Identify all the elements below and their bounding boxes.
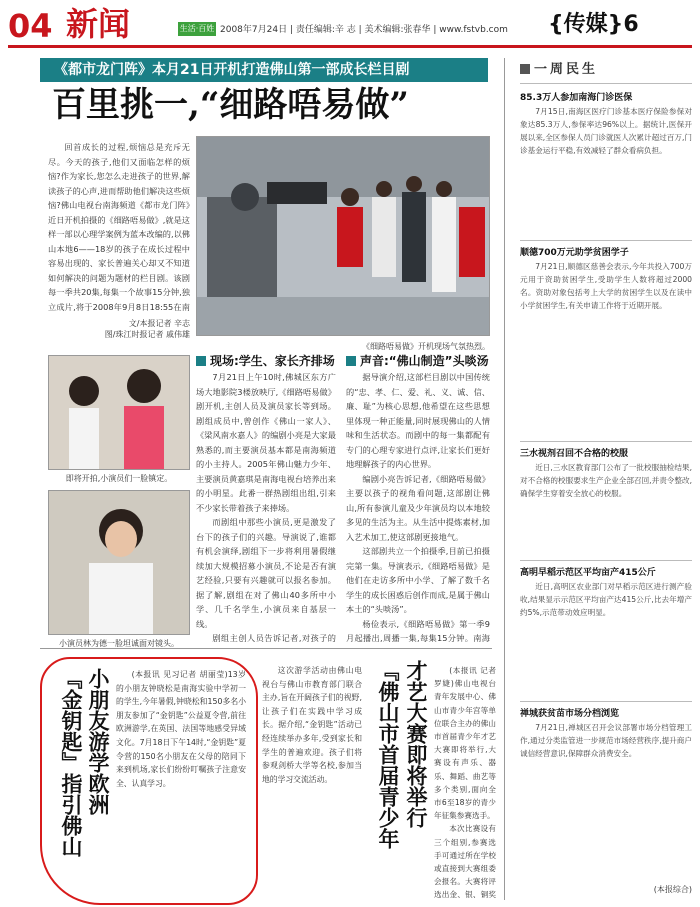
photo-girls <box>48 355 190 470</box>
photo-boy <box>48 490 190 635</box>
intro-text: 回首成长的过程,烦恼总是充斥无尽。今天的孩子,他们又面临怎样的烦恼?作为家长,您怎么走进孩子的世界,解读孩子的心声,进而帮助他们解决这些烦恼?佛山电视台南海频道《都市龙门阵》近日开机拍摄的《细路唔易做》,就是这样一部以心理学案例为蓝本改编的,以佛山本地6——18岁的孩子在成长过程中容易出现的、家长普遍关心却又不知道如何解决的问题为题材的栏目剧。该剧每一季共20集,每集一个故事15分钟,独立成片,将于2008年9月8日18:55在南 <box>48 142 190 312</box>
section-badge: 生活·百姓 <box>178 22 216 36</box>
news-item: 三水视剂召回不合格的校服 近日,三水区教育部门公布了一批校服抽检结果,对不合格的校服要求生产企业全部召回,并责令整改,确保学生穿着安全放心的校服。 <box>520 449 692 498</box>
main-photo-caption: 《细路唔易做》开机现场气氛热烈。 <box>362 342 490 351</box>
bottom-right-title: 才艺大赛即将举行 『佛山市首届青少年 <box>376 660 429 849</box>
square-bullet-icon <box>196 356 206 366</box>
right-column-header: 一周民生 <box>520 58 692 86</box>
main-photo <box>196 136 490 336</box>
news-item: 顺德700万元助学贫困学子 7月21日,顺德区慈善会表示,今年共投入700万元用于资助贫困学生,受助学生人数将超过2000名。资助对象包括考上大学的贫困学生以及在读中小学贫困学生,有关申请工作将于近期开展。 <box>520 248 692 310</box>
header-info: 2008年7月24日 | 责任编辑:辛 志 | 美术编辑:张春华 | www.fstvb.com <box>220 25 508 35</box>
square-bullet-icon <box>520 64 530 74</box>
section1-heading: 现场:学生、家长齐排场 <box>196 352 335 369</box>
section-divider <box>40 648 492 649</box>
page-header <box>0 0 700 50</box>
square-bullet-icon <box>346 356 356 366</box>
section1-text: 7月21日上午10时,佛城区东方广场大地影院3楼放映厅,《细路唔易做》剧开机,主创人员及演员家长等到场。剧组成员中,曾创作《佛山一家人》、《梁风南水嘉人》的编剧小亮是大家最熟悉的,而主要演员基本都是南海频道的小主持人。2005年佛山魅力少年、主要演员黄嘉琪是南海电视台培养出来的小明星。此番一群热剧组出组,引来不少家长带着孩子来捧场。 而剧组中那些小演员,更是激发了台下的孩子们的兴趣。导演说了,谁都有机会演绎,剧组下一步将利用暑假继续加大规模招募小演员,不论是否有演艺经验,只要有兴趣就可以报名参加。据了解,剧组在对了佛山40多所中小学、几千名学生,小演员来自基层一线。 剧组主创人员告诉记者,对孩子的 <box>196 372 336 642</box>
photo-girls-caption: 即将开拍,小演员们一脸镇定。 <box>65 474 173 483</box>
page-number: 04 <box>8 7 53 45</box>
channel-label: {传媒}6 <box>548 12 639 37</box>
section2-heading: 声音:“佛山制造”头啖汤 <box>346 352 489 369</box>
column-divider <box>504 58 505 900</box>
news-item: 禅城获贫苗市场分档浏览 7月21日,禅城区召开会议部署市场分档管理工作,通过分类监管进一步规范市场经营秩序,提升商户诚信经营意识,保障群众消费安全。 <box>520 709 692 758</box>
bottom-left-text-1: (本报讯 见习记者 胡丽莹)13岁的小朋友钟晓松是南海实验中学初一的学生,今年暑假,钟晓松和150多名小朋友参加了“金钥匙”公益夏令营,前往欧洲游学,在英国、法国等地感受异域文化。7月18日下午14时,“金钥匙”夏令营的150名小朋友在父母的陪同下来到机场,家长们纷纷叮嘱孩子注意安全、认真学习。 <box>116 670 246 788</box>
news-item: 85.3万人参加南海门诊医保 7月15日,南海区医疗门诊基本医疗保险参保对象达85.3万人,参保率达96%以上。据统计,医保开展以来,全区参保人员门诊就医人次累计超过百万,门诊基金运行平稳,有效减轻了群众看病负担。 <box>520 93 692 155</box>
right-news-list <box>520 92 692 892</box>
header-rule <box>8 45 692 48</box>
right-credit: (本报综合) <box>653 885 692 894</box>
byline-text: 文/本报记者 辛志 <box>128 319 190 328</box>
headline: 百里挑一,“细路唔易做” <box>52 85 409 125</box>
bottom-right-text: (本报讯 记者 罗婕)佛山电视台青年发展中心、佛山市青少年宫等单位联合主办的佛山市首届青少年才艺大赛即将举行,大赛设有声乐、器乐、舞蹈、曲艺等多个类别,面向全市6至18岁的青少年征集参赛选手。 本次比赛设有三个组别,参赛选手可通过所在学校或直接到大赛组委会报名。大赛将评选出金、银、铜奖 <box>434 666 496 900</box>
boy-photo-illustration <box>49 491 190 635</box>
section2-text: 据导演介绍,这部栏目剧以中国传统的“忠、孝、仁、爱、礼、义、诚、信、廉、耻”为核心思想,他希望在这些思想里体现一种正能量,同时展现佛山的人情味和生活状态。而剧中的每一集都配有专门的心理专家进行点评,让家长们更好地理解孩子的内心世界。 编剧小亮告诉记者,《细路唔易做》主要以孩子的视角看问题,这部剧让佛山,所有参演儿童及少年演员均以本地较多见的生活为主。从生活中提炼素材,加入艺术加工,使这部剧更接地气。 这部剧共立一个拍摄季,目前已拍摄完第一集。导演表示,《细路唔易做》是他们在走访多所中小学、了解了数千名学生的成长困惑后创作而成,是属于佛山本土的“头啖汤”。 杨俭表示,《细路唔易做》第一季9月起播出,周播一集,每集15分钟。南海 <box>346 372 490 642</box>
news-item: 高明早稻示范区平均亩产415公斤 近日,高明区农业部门对早稻示范区进行测产验收,结果显示示范区平均亩产达415公斤,比去年增产约5%,示范带动效应明显。 <box>520 568 692 617</box>
bottom-left-title: 小朋友游学欧洲 『金钥匙』指引佛山 <box>59 668 111 857</box>
girls-photo-illustration <box>49 356 190 470</box>
film-crew-photo-illustration <box>197 137 490 336</box>
topic-banner: 《都市龙门阵》本月21日开机打造佛山第一部成长栏目剧 <box>40 58 488 82</box>
photo-boy-caption: 小演员林为德一脸坦诚面对镜头。 <box>59 639 179 648</box>
bottom-left-text-2: 这次游学活动由佛山电视台与佛山市教育部门联合主办,旨在开阔孩子们的视野,让孩子们在实践中学习成长。据介绍,“金钥匙”活动已经连续举办多年,受到家长和学生的普遍欢迎。孩子们将参观剑桥大学等名校,参加当地的学习交流活动。 <box>262 666 362 784</box>
section-name: 新闻 <box>66 5 131 43</box>
byline-photo: 图/珠江时报记者 戚伟雄 <box>104 330 190 339</box>
